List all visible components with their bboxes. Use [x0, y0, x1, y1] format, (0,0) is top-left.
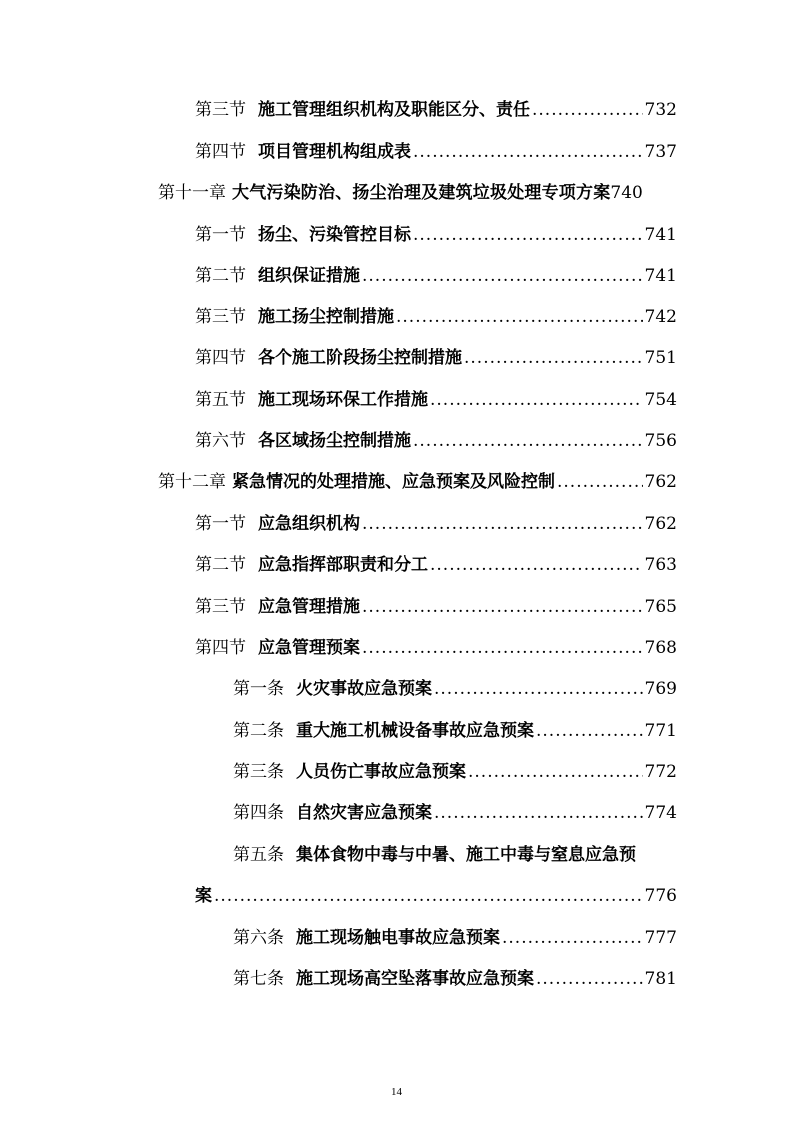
toc-title: 应急管理预案 — [258, 638, 360, 658]
toc-entry — [195, 513, 677, 535]
toc-entry — [195, 389, 677, 411]
toc-entry — [233, 927, 677, 949]
toc-title: 项目管理机构组成表 — [258, 142, 411, 162]
toc-leader — [362, 637, 643, 659]
toc-page-number: 741 — [644, 266, 677, 286]
toc-page-number: 763 — [644, 555, 677, 575]
toc-leader — [557, 471, 643, 493]
toc-title: 施工现场高空坠落事故应急预案 — [296, 969, 534, 989]
toc-title: 火灾事故应急预案 — [296, 679, 432, 699]
toc-entry — [195, 554, 677, 576]
toc-title: 施工现场环保工作措施 — [258, 390, 428, 410]
toc-leader — [362, 513, 643, 535]
toc-label: 第二条 — [233, 721, 284, 741]
toc-entry — [233, 720, 677, 742]
toc-title: 集体食物中毒与中暑、施工中毒与窒息应急预 — [296, 845, 636, 865]
toc-leader — [434, 678, 643, 700]
toc-page-number: 737 — [644, 142, 677, 162]
toc-title: 组织保证措施 — [258, 266, 360, 286]
toc-label: 第五条 — [233, 845, 284, 865]
toc-leader — [413, 224, 643, 246]
toc-label: 第二节 — [195, 266, 246, 286]
toc-label: 第六条 — [233, 928, 284, 948]
toc-page-number: 751 — [644, 348, 677, 368]
toc-entry — [233, 968, 677, 990]
toc-label: 第七条 — [233, 969, 284, 989]
toc-label: 第三节 — [195, 597, 246, 617]
toc-entry — [195, 141, 677, 163]
toc-label: 第四节 — [195, 638, 246, 658]
toc-title: 应急组织机构 — [258, 514, 360, 534]
toc-leader — [430, 389, 643, 411]
toc-label: 第二节 — [195, 555, 246, 575]
toc-label: 第六节 — [195, 431, 246, 451]
toc-label: 第五节 — [195, 390, 246, 410]
toc-label: 第一节 — [195, 225, 246, 245]
toc-chapter — [158, 182, 677, 204]
toc-title: 施工扬尘控制措施 — [258, 307, 394, 327]
toc-leader — [502, 927, 643, 949]
page-footer-number: 14 — [391, 1086, 402, 1098]
toc-page-number: 762 — [644, 514, 677, 534]
toc-leader — [536, 720, 643, 742]
toc-title: 施工现场触电事故应急预案 — [296, 928, 500, 948]
toc-page-number: 741 — [644, 225, 677, 245]
toc-title: 紧急情况的处理措施、应急预案及风险控制 — [232, 472, 555, 492]
toc-leader — [396, 306, 643, 328]
toc-leader — [413, 141, 643, 163]
toc-label: 第三节 — [195, 100, 246, 120]
toc-entry — [195, 596, 677, 618]
toc-leader — [413, 430, 643, 452]
toc-entry — [195, 637, 677, 659]
toc-label: 第四条 — [233, 803, 284, 823]
toc-label: 第四节 — [195, 142, 246, 162]
toc-leader — [532, 99, 643, 121]
toc-page-number: 776 — [644, 886, 677, 906]
toc-title: 自然灾害应急预案 — [296, 803, 432, 823]
toc-page-number: 732 — [644, 100, 677, 120]
toc-page-number: 742 — [644, 307, 677, 327]
toc-leader — [430, 554, 643, 576]
toc-title: 重大施工机械设备事故应急预案 — [296, 721, 534, 741]
toc-leader — [362, 265, 643, 287]
toc-page-number: 771 — [644, 721, 677, 741]
toc-leader — [464, 347, 643, 369]
toc-entry — [233, 844, 677, 866]
toc-title: 应急管理措施 — [258, 597, 360, 617]
toc-leader — [434, 802, 643, 824]
toc-label: 第一条 — [233, 679, 284, 699]
toc-title: 施工管理组织机构及职能区分、责任 — [258, 100, 530, 120]
toc-page-number: 768 — [644, 638, 677, 658]
toc-label: 第三条 — [233, 762, 284, 782]
toc-title: 各区域扬尘控制措施 — [258, 431, 411, 451]
toc-leader — [362, 596, 643, 618]
toc-page-number: 754 — [644, 390, 677, 410]
toc-title: 大气污染防治、扬尘治理及建筑垃圾处理专项方案 — [232, 183, 611, 203]
toc-page-number: 774 — [644, 803, 677, 823]
toc-title: 扬尘、污染管控目标 — [258, 225, 411, 245]
toc-title: 各个施工阶段扬尘控制措施 — [258, 348, 462, 368]
toc-entry — [195, 99, 677, 121]
toc-entry — [233, 678, 677, 700]
toc-title-continuation: 案 — [195, 886, 212, 906]
toc-entry — [195, 430, 677, 452]
toc-entry-continuation — [195, 885, 677, 907]
toc-page-number: 781 — [644, 969, 677, 989]
toc-page-number: 756 — [644, 431, 677, 451]
toc-entry — [195, 306, 677, 328]
toc-entry — [233, 761, 677, 783]
toc-page-number: 765 — [644, 597, 677, 617]
toc-leader — [536, 968, 643, 990]
toc-leader — [468, 761, 643, 783]
toc-label: 第十二章 — [158, 472, 226, 492]
toc-entry — [233, 802, 677, 824]
toc-chapter — [158, 471, 677, 493]
toc-title: 应急指挥部职责和分工 — [258, 555, 428, 575]
toc-label: 第十一章 — [158, 183, 226, 203]
toc-label: 第一节 — [195, 514, 246, 534]
toc-title: 人员伤亡事故应急预案 — [296, 762, 466, 782]
toc-label: 第三节 — [195, 307, 246, 327]
toc-page-number: 769 — [644, 679, 677, 699]
toc-entry — [195, 265, 677, 287]
toc-page-number: 772 — [644, 762, 677, 782]
toc-entry — [195, 224, 677, 246]
toc-label: 第四节 — [195, 348, 246, 368]
toc-leader — [214, 885, 643, 907]
toc-page-number: 762 — [644, 472, 677, 492]
toc-page-number: 777 — [644, 928, 677, 948]
toc-page-number: 740 — [610, 183, 643, 203]
toc-entry — [195, 347, 677, 369]
